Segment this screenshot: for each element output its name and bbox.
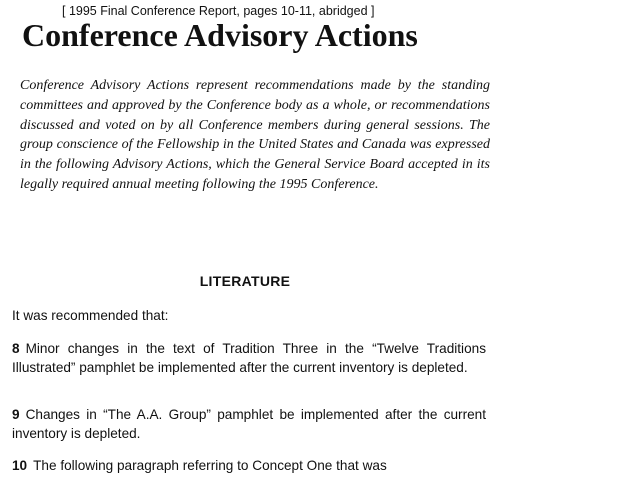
item-text: The following paragraph referring to Concept One that was — [33, 458, 387, 473]
item-text: Minor changes in the text of Tradition Three in the “Twelve Traditions Illustrated” pamphlet be implemented after the current inventory is depleted. — [12, 341, 486, 375]
page-title: Conference Advisory Actions — [22, 17, 418, 53]
item-number: 9 — [12, 407, 20, 422]
recommendation-item-10 — [12, 456, 486, 475]
recommendation-item-9 — [12, 405, 486, 443]
item-number: 10 — [12, 458, 28, 473]
recommendation-lead: It was recommended that: — [12, 308, 169, 323]
item-text: Changes in “The A.A. Group” pamphlet be implemented after the current inventory is depleted. — [12, 407, 486, 441]
intro-paragraph: Conference Advisory Actions represent recommendations made by the standing committees and approved by the Conference body as a whole, or recommendations discussed and voted on by all Conference members during general sessions. The group conscience of the Fellowship in the United States and Canada was expressed in the following Advisory Actions, which the General Service Board accepted in its legally required annual meeting following the 1995 Conference. — [20, 78, 490, 192]
source-note: [ 1995 Final Conference Report, pages 10-11, abridged ] — [62, 4, 375, 18]
section-heading-literature: LITERATURE — [199, 273, 291, 289]
recommendation-item-8 — [12, 339, 486, 377]
item-number: 8 — [12, 341, 20, 356]
